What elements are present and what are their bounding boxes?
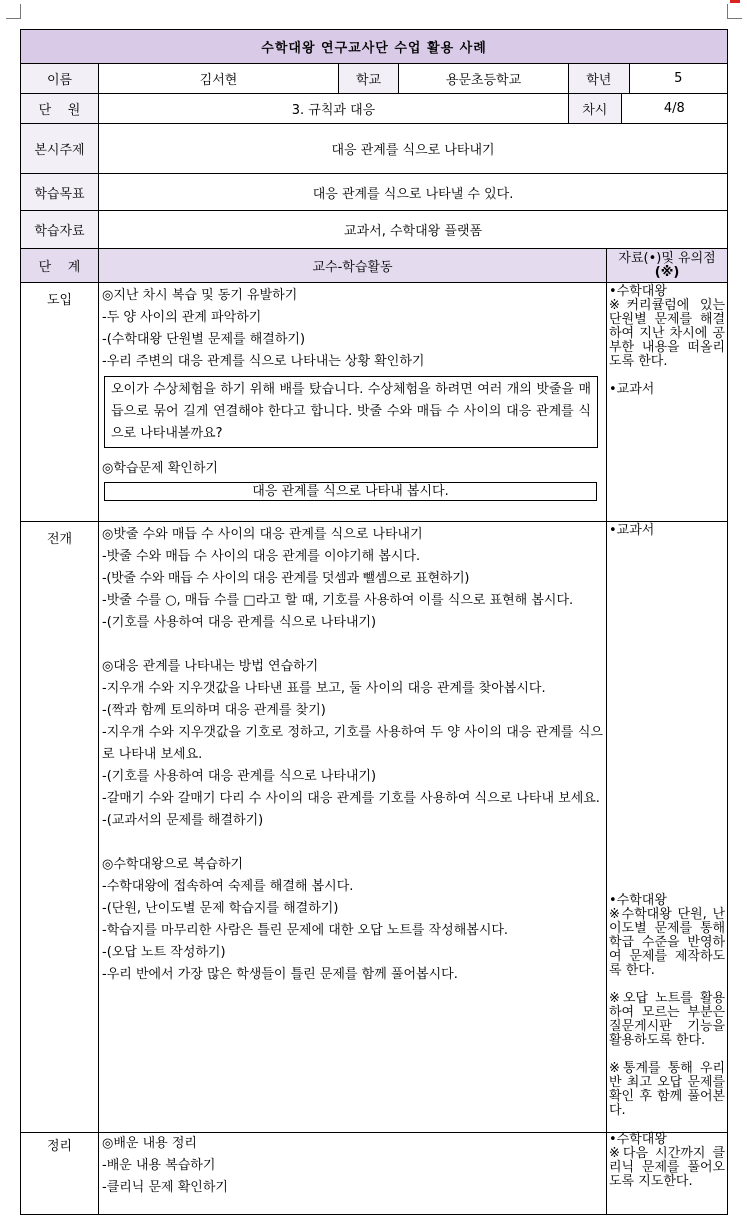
develop-line: -(오답 노트 작성하기) <box>102 945 226 960</box>
develop-line: -(기호를 사용하여 대응 관계를 식으로 나타내기) <box>102 615 377 630</box>
intro-note: ※커리큘럼에 있는 단원별 문제를 해결하여 지난 차시에 공부한 내용을 떠올리도록 한다. <box>609 298 726 369</box>
wrapup-note: •수학대왕 <box>609 1132 667 1147</box>
school-label: 학교 <box>339 64 399 94</box>
develop-line: -(기호를 사용하여 대응 관계를 식으로 나타내기) <box>102 769 377 784</box>
intro-content <box>99 283 607 522</box>
intro-notes <box>607 283 728 522</box>
topic-value: 대응 관계를 식으로 나타내기 <box>99 124 728 174</box>
notes-header-line1: 자료(•)및 유의점 <box>618 250 716 266</box>
topic-label: 본시주제 <box>21 124 99 174</box>
intro-note: •교과서 <box>609 382 655 397</box>
develop-line: -학습지를 마무리한 사람은 틀린 문제에 대한 오답 노트를 작성해봅시다. <box>102 923 509 938</box>
develop-notes <box>607 522 728 1133</box>
intro-line: -(수학대왕 단원별 문제를 해결하기) <box>102 332 306 347</box>
develop-line: -지우개 수와 지우갯값을 나타낸 표를 보고, 둘 사이의 대응 관계를 찾아봅시다. <box>102 681 546 696</box>
develop-line: ◎밧줄 수와 매듭 수 사이의 대응 관계를 식으로 나타내기 <box>102 527 423 542</box>
stage-header: 단 계 <box>21 249 99 283</box>
wrapup-note: ※다음 시간까지 클리닉 문제를 풀어오도록 지도한다. <box>609 1146 726 1189</box>
wrapup-line: -클리닉 문제 확인하기 <box>102 1180 228 1195</box>
develop-line: ◎수학대왕으로 복습하기 <box>102 857 244 872</box>
wrapup-line: ◎배운 내용 정리 <box>102 1136 197 1151</box>
problem-heading: ◎학습문제 확인하기 <box>102 461 218 476</box>
grade-label: 학년 <box>569 64 629 93</box>
unit-value: 3. 규칙과 대응 <box>99 94 569 124</box>
develop-line: -(교과서의 문제를 해결하기) <box>102 813 264 828</box>
develop-note: ※통계를 통해 우리반 최고 오답 문제를 확인 후 함께 풀어본다. <box>609 1061 726 1118</box>
intro-line: -우리 주변의 대응 관계를 식으로 나타내는 상황 확인하기 <box>102 354 425 369</box>
wrapup-content <box>99 1133 607 1215</box>
wrapup-notes <box>607 1133 728 1215</box>
develop-note: ※오답 노트를 활용하여 모르는 부분은 질문게시판 기능을 활용하도록 한다. <box>609 991 726 1048</box>
lesson-plan-table <box>20 29 728 1215</box>
cursor-mark <box>730 0 740 3</box>
notes-header <box>607 249 728 283</box>
learning-problem-box: 대응 관계를 식으로 나타내 봅시다. <box>104 482 597 501</box>
develop-line: -지우개 수와 지우갯값을 기호로 정하고, 기호를 사용하여 두 양 사이의 대응 관계를 식으로 나타내 보세요. <box>102 725 603 762</box>
unit-label: 단 원 <box>21 94 99 124</box>
intro-note: •수학대왕 <box>609 284 667 299</box>
develop-stage: 전개 <box>21 522 99 1133</box>
name-label: 이름 <box>21 64 99 94</box>
develop-line: -수학대왕에 접속하여 숙제를 해결해 봅시다. <box>102 879 354 894</box>
session-value: 4/8 <box>663 101 685 116</box>
goal-value: 대응 관계를 식으로 나타낼 수 있다. <box>99 174 728 211</box>
motivation-box: 오이가 수상체험을 하기 위해 배를 탔습니다. 수상체험을 하려면 여러 개의 밧줄을 매듭으로 묶어 길게 연결해야 한다고 합니다. 밧줄 수와 매듭 수 사이의 대응 관계를 식으로 나타내볼까요? <box>104 376 598 448</box>
goal-label: 학습목표 <box>21 174 99 211</box>
activity-header: 교수-학습활동 <box>99 249 607 283</box>
develop-line: ◎대응 관계를 나타내는 방법 연습하기 <box>102 659 319 674</box>
session-label: 차시 <box>569 94 621 123</box>
develop-note: ※수학대왕 단원, 난이도별 문제를 통해 학급 수준을 반영하여 문제를 제작하도록 한다. <box>609 907 726 978</box>
notes-header-line2: (※) <box>654 264 680 280</box>
wrapup-line: -배운 내용 복습하기 <box>102 1158 216 1173</box>
develop-note: •교과서 <box>609 523 655 538</box>
intro-stage: 도입 <box>21 283 99 522</box>
develop-line: -밧줄 수를 ○, 매듭 수를 □라고 할 때, 기호를 사용하여 이를 식으로 표현해 봅시다. <box>102 593 574 608</box>
develop-line: -우리 반에서 가장 많은 학생들이 틀린 문제를 함께 풀어봅시다. <box>102 967 458 982</box>
develop-line: -(밧줄 수와 매듭 수 사이의 대응 관계를 덧셈과 뺄셈으로 표현하기) <box>102 571 470 586</box>
develop-line: -(단원, 난이도별 문제 학습지를 해결하기) <box>102 901 339 916</box>
name-value: 김서현 <box>99 64 339 94</box>
develop-line: -(짝과 함께 토의하며 대응 관계를 찾기) <box>102 703 326 718</box>
intro-line: -두 양 사이의 관계 파악하기 <box>102 310 262 325</box>
grade-value: 5 <box>674 71 683 86</box>
materials-value: 교과서, 수학대왕 플랫폼 <box>99 211 728 249</box>
develop-note: •수학대왕 <box>609 893 667 908</box>
intro-line: ◎지난 차시 복습 및 동기 유발하기 <box>102 288 298 303</box>
wrapup-stage: 정리 <box>21 1133 99 1215</box>
school-value: 용문초등학교 <box>399 64 569 94</box>
develop-line: -갈매기 수와 갈매기 다리 수 사이의 대응 관계를 기호를 사용하여 식으로 나타내 보세요. <box>102 791 600 806</box>
page-corner-mark-right <box>727 4 742 19</box>
document-title: 수학대왕 연구교사단 수업 활용 사례 <box>21 30 728 64</box>
develop-line: -밧줄 수와 매듭 수 사이의 대응 관계를 이야기해 봅시다. <box>102 549 421 564</box>
materials-label: 학습자료 <box>21 211 99 249</box>
develop-content <box>99 522 607 1133</box>
page-corner-mark-left <box>6 4 21 19</box>
